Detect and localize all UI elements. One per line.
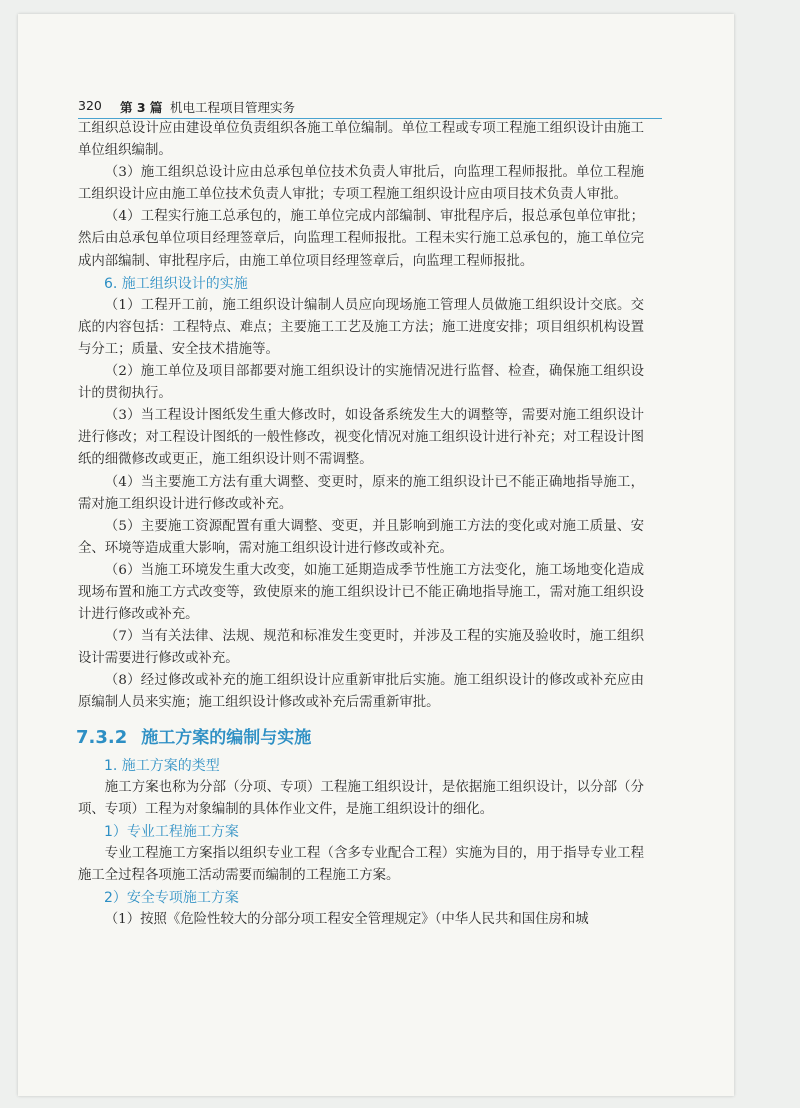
paragraph: （6）当施工环境发生重大改变，如施工延期造成季节性施工方法变化，施工场地变化造成现场布置和施工方式改变等，致使原来的施工组织设计已不能正确地指导施工，需对施工组织设计进行修改或补充。	[78, 562, 644, 623]
paragraph: （7）当有关法律、法规、规范和标准发生变更时，并涉及工程的实施及验收时，施工组织设计需要进行修改或补充。	[78, 629, 644, 667]
subheading-6: 6. 施工组织设计的实施	[104, 275, 248, 292]
section-number: 7.3.2	[76, 726, 128, 748]
paragraph: （4）当主要施工方法有重大调整、变更时，原来的施工组织设计已不能正确地指导施工，需对施工组织设计进行修改或补充。	[78, 474, 644, 512]
paragraph: （4）工程实行施工总承包的，施工单位完成内部编制、审批程序后，报总承包单位审批；然后由总承包单位项目经理签章后，向监理工程师报批。工程未实行施工总承包的，施工单位完成内部编制、审批程序后，由施工单位项目经理签章后，向监理工程师报批。	[78, 209, 644, 269]
body-text	[78, 118, 644, 931]
paragraph: （3）施工组织总设计应由总承包单位技术负责人审批后，向监理工程师报批。单位工程施工组织设计应由施工单位技术负责人审批；专项工程施工组织设计应由项目技术负责人审批。	[78, 165, 644, 203]
paragraph: （5）主要施工资源配置有重大调整、变更，并且影响到施工方法的变化或对施工质量、安全、环境等造成重大影响，需对施工组织设计进行修改或补充。	[78, 518, 644, 556]
paragraph: （1）按照《危险性较大的分部分项工程安全管理规定》（中华人民共和国住房和城	[104, 912, 589, 928]
paragraph: 工组织总设计应由建设单位负责组织各施工单位编制。单位工程或专项工程施工组织设计由施工单位组织编制。	[78, 121, 644, 159]
section-title: 施工方案的编制与实施	[141, 727, 312, 748]
subheading-professional: 1）专业工程施工方案	[104, 823, 239, 840]
paragraph: （1）工程开工前，施工组织设计编制人员应向现场施工管理人员做施工组织设计交底。交底的内容包括：工程特点、难点；主要施工工艺及施工方法；施工进度安排；项目组织机构设置与分工；质量、安全技术措施等。	[78, 297, 644, 357]
paragraph: （8）经过修改或补充的施工组织设计应重新审批后实施。施工组织设计的修改或补充应由原编制人员来实施；施工组织设计修改或补充后需重新审批。	[78, 673, 644, 711]
paragraph: 施工方案也称为分部（分项、专项）工程施工组织设计，是依据施工组织设计，以分部（分项、专项）工程为对象编制的具体作业文件，是施工组织设计的细化。	[78, 779, 644, 817]
subheading-types: 1. 施工方案的类型	[104, 757, 220, 774]
subheading-safety: 2）安全专项施工方案	[104, 890, 239, 907]
paragraph: （3）当工程设计图纸发生重大修改时，如设备系统发生大的调整等，需要对施工组织设计进行修改；对工程设计图纸的一般性修改，视变化情况对施工组织设计进行补充；对工程设计图纸的细微修改或更正，施工组织设计则不需调整。	[78, 408, 644, 468]
book-title: 机电工程项目管理实务	[170, 100, 296, 115]
section-heading	[76, 721, 644, 755]
running-header	[78, 88, 662, 119]
page-number: 320	[78, 98, 102, 113]
part-label: 第 3 篇	[120, 100, 163, 115]
paragraph: 专业工程施工方案指以组织专业工程（含多专业配合工程）实施为目的，用于指导专业工程施工全过程各项施工活动需要而编制的工程施工方案。	[78, 845, 644, 883]
paragraph: （2）施工单位及项目部都要对施工组织设计的实施情况进行监督、检查，确保施工组织设计的贯彻执行。	[78, 364, 644, 402]
